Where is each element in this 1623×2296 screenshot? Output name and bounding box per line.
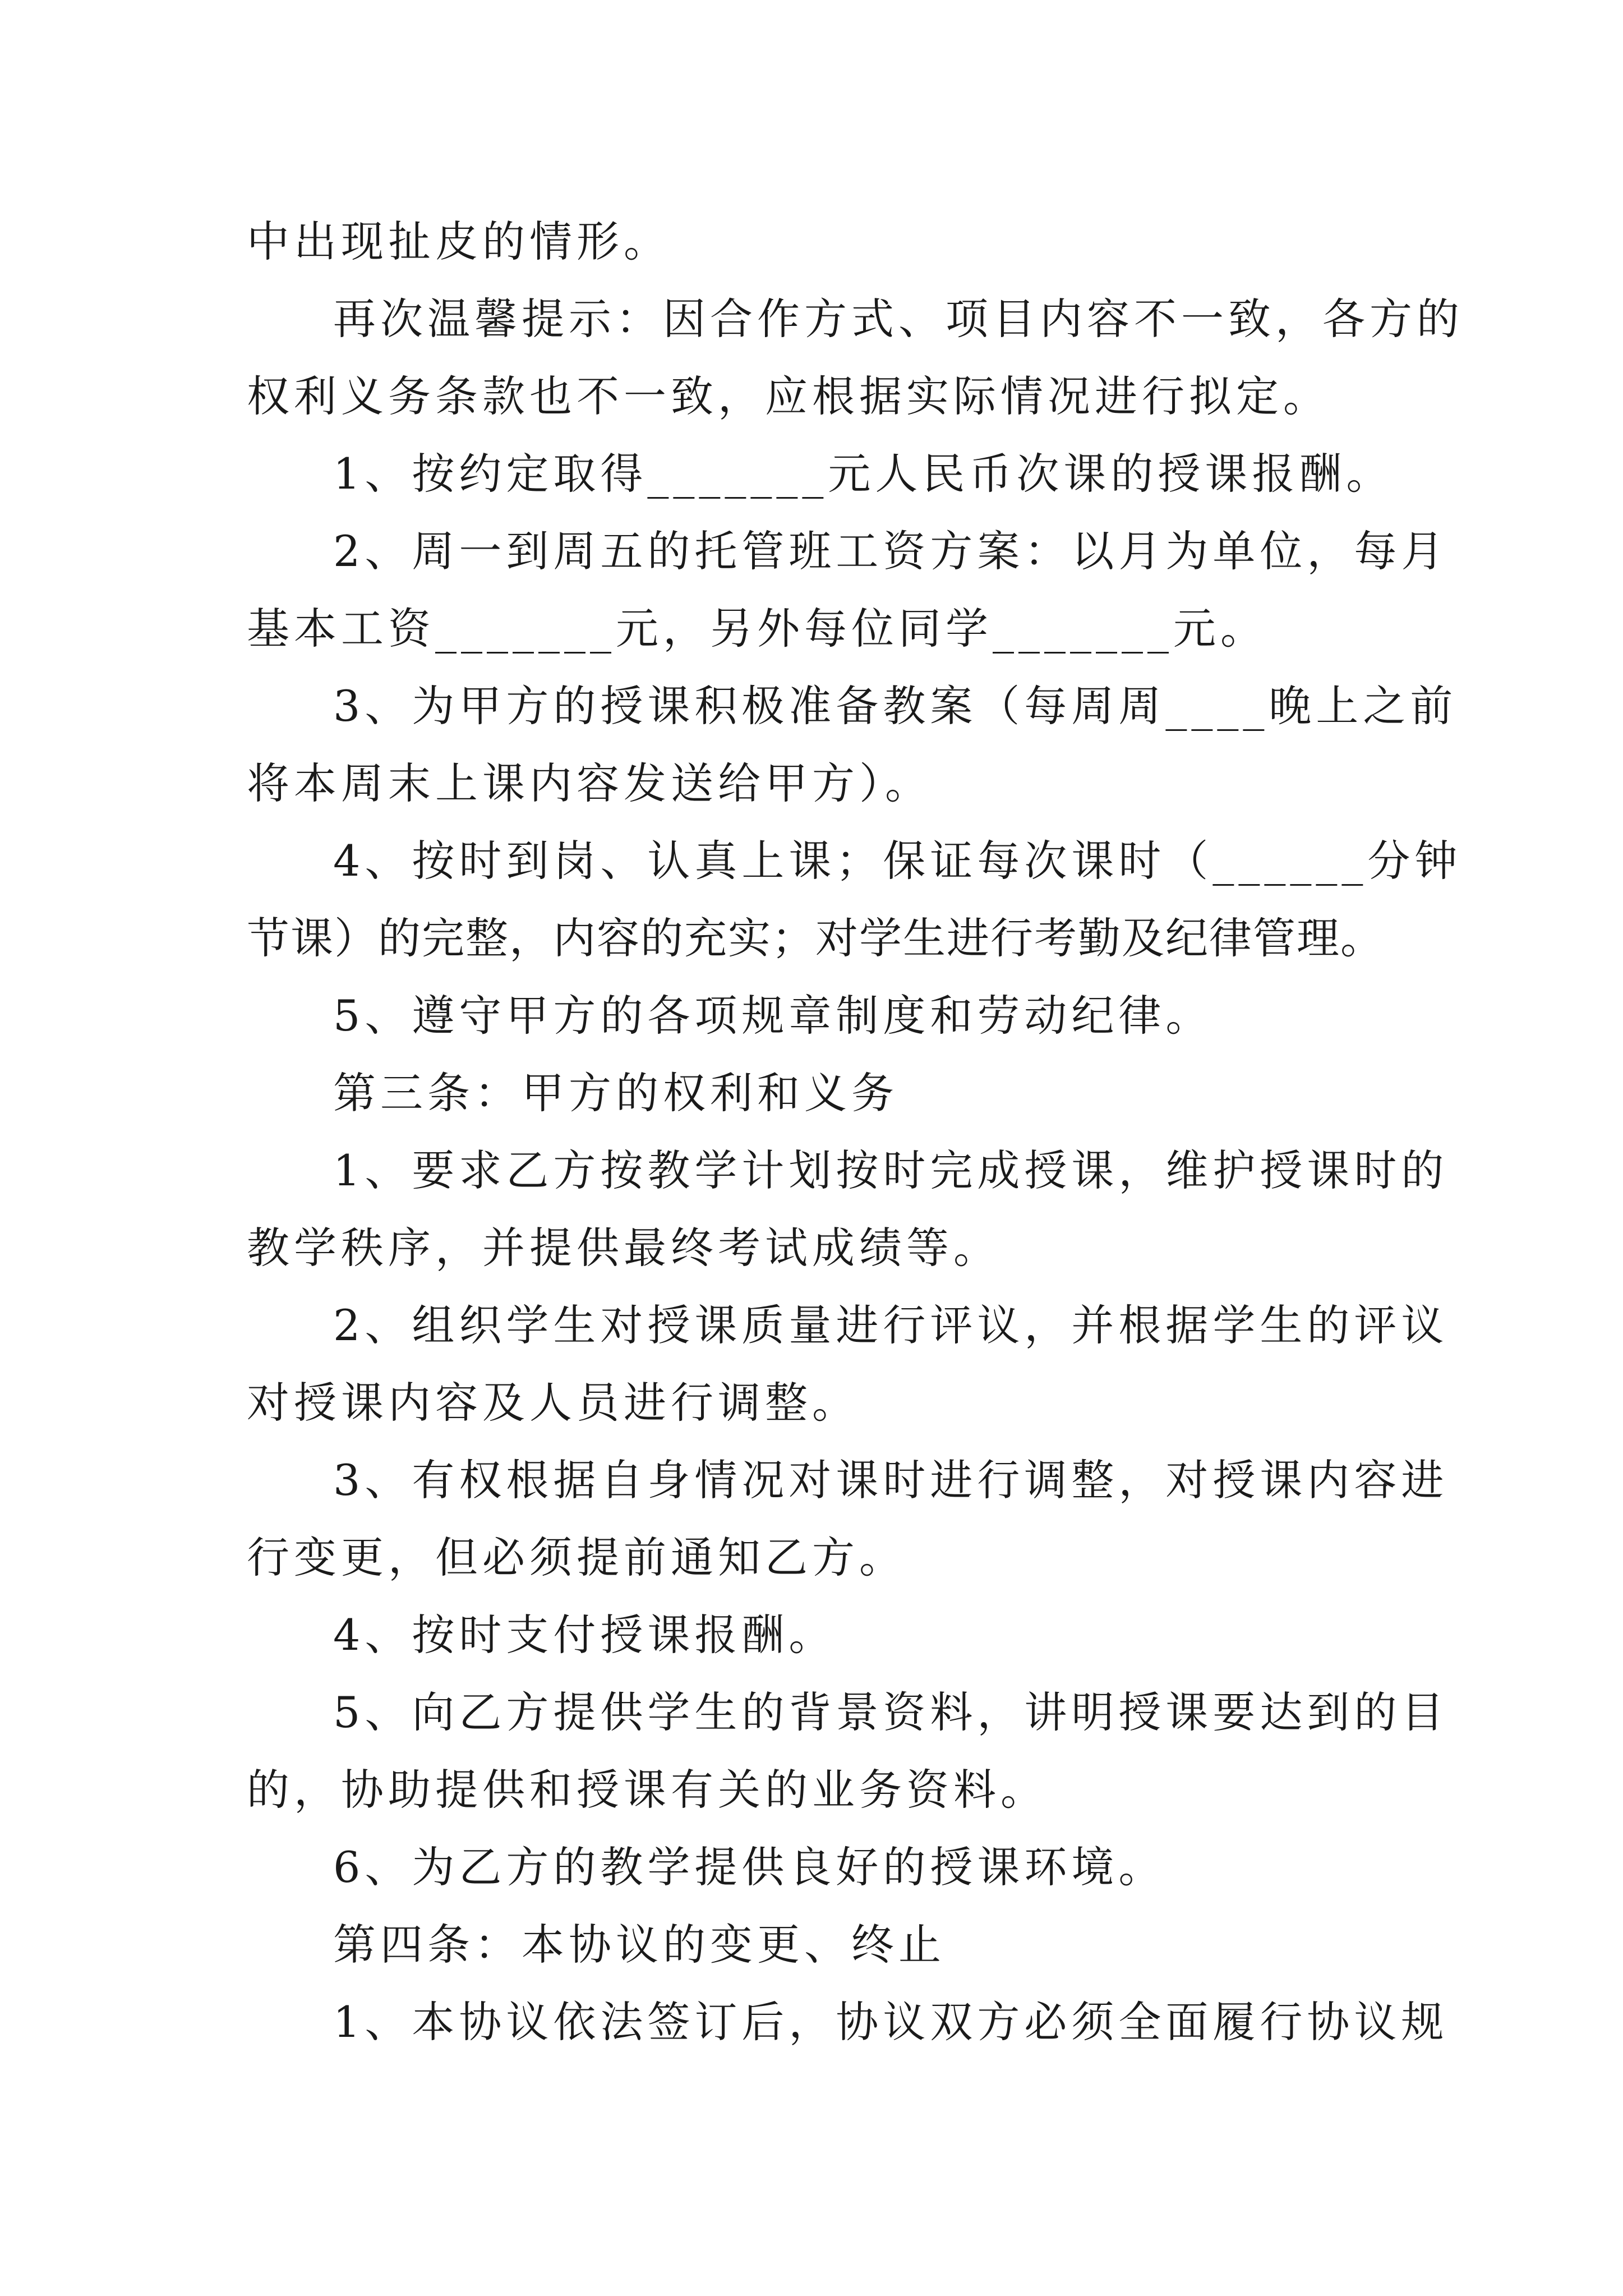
- text-line: 节课）的完整，内容的充实；对学生进行考勤及纪律管理。: [247, 913, 1384, 963]
- text-line: 教学秩序，并提供最终考试成绩等。: [247, 1223, 1000, 1273]
- text-line: 5、向乙方提供学生的背景资料，讲明授课要达到的目: [333, 1687, 1449, 1737]
- text-line: 的，协助提供和授课有关的业务资料。: [247, 1765, 1048, 1815]
- text-line: 5、遵守甲方的各项规章制度和劳动纪律。: [333, 991, 1213, 1041]
- text-line: 4、按时到岗、认真上课；保证每次课时（______分钟: [333, 836, 1462, 886]
- text-line: 再次温馨提示：因合作方式、项目内容不一致，各方的: [333, 294, 1464, 344]
- text-line: 3、有权根据自身情况对课时进行调整，对授课内容进: [333, 1455, 1449, 1505]
- text-line: 2、周一到周五的托管班工资方案：以月为单位，每月: [333, 526, 1449, 576]
- section-heading: 第三条：甲方的权利和义务: [333, 1068, 898, 1118]
- section-heading: 第四条：本协议的变更、终止: [333, 1920, 946, 1970]
- text-line: 3、为甲方的授课积极准备教案（每周周____晚上之前: [333, 681, 1458, 731]
- text-line: 1、本协议依法签订后，协议双方必须全面履行协议规: [333, 1997, 1449, 2047]
- text-line: 对授课内容及人员进行调整。: [247, 1378, 859, 1428]
- text-line: 4、按时支付授课报酬。: [333, 1610, 836, 1660]
- text-line: 1、要求乙方按教学计划按时完成授课，维护授课时的: [333, 1145, 1449, 1195]
- text-line: 中出现扯皮的情形。: [247, 217, 671, 266]
- text-line: 将本周末上课内容发送给甲方）。: [247, 758, 932, 808]
- text-line: 行变更，但必须提前通知乙方。: [247, 1533, 906, 1582]
- text-line: 基本工资_______元，另外每位同学_______元。: [247, 604, 1267, 654]
- text-line: 6、为乙方的教学提供良好的授课环境。: [333, 1842, 1166, 1892]
- text-line: 1、按约定取得_______元人民币次课的授课报酬。: [333, 449, 1394, 499]
- text-line: 权利义务条款也不一致，应根据实际情况进行拟定。: [247, 371, 1330, 421]
- text-line: 2、组织学生对授课质量进行评议，并根据学生的评议: [333, 1300, 1449, 1350]
